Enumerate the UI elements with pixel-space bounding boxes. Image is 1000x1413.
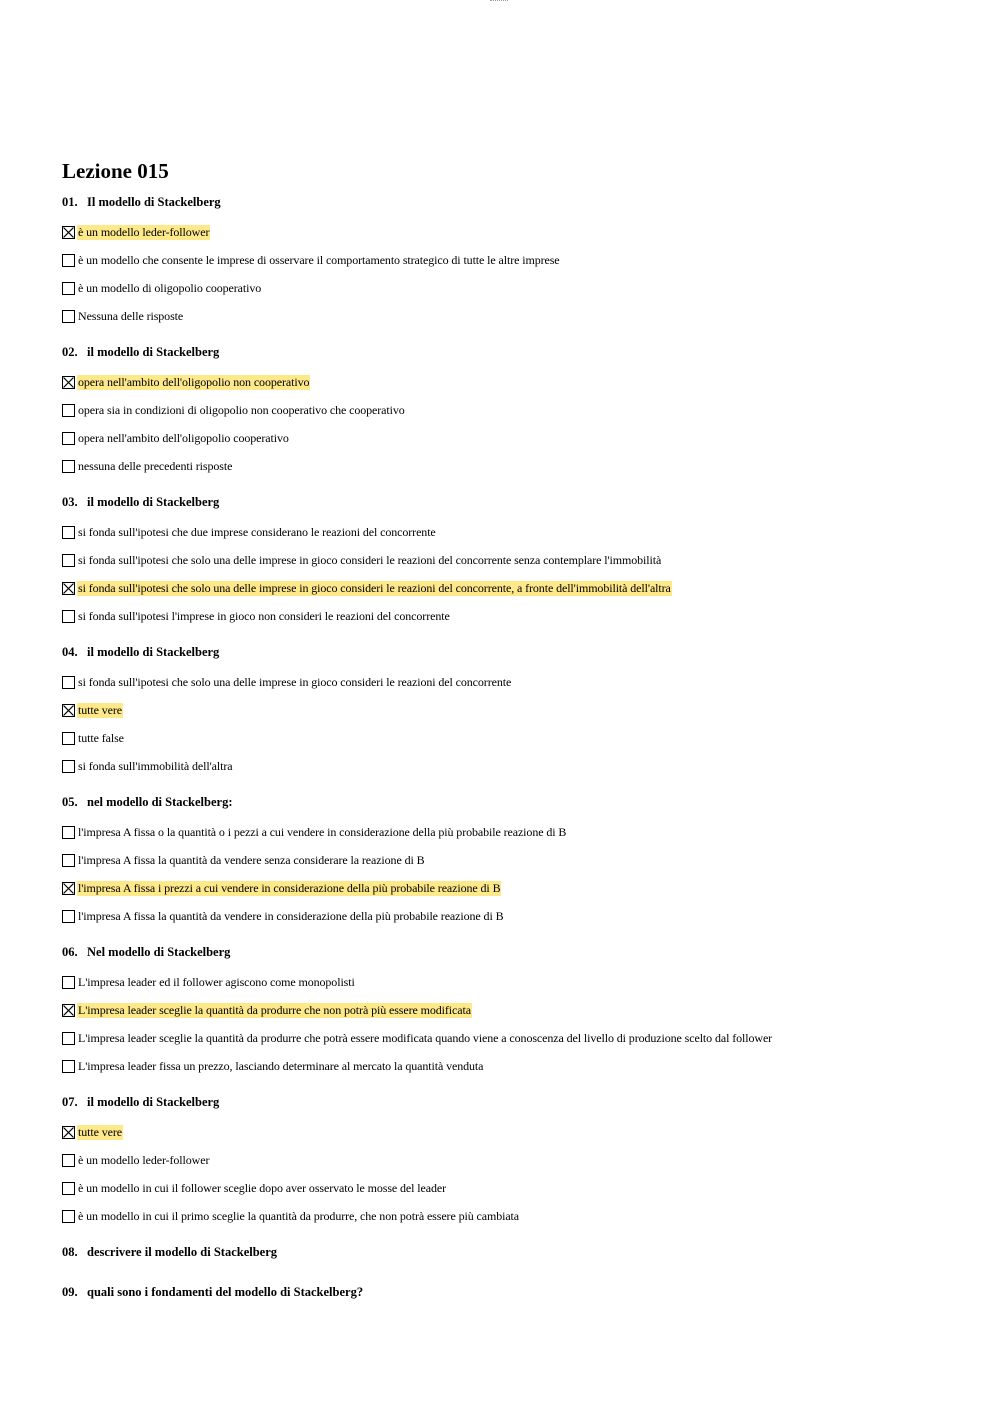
checkbox-icon[interactable] xyxy=(62,610,75,623)
checkbox-icon[interactable] xyxy=(62,432,75,445)
checkbox-icon[interactable] xyxy=(62,254,75,267)
answer-option[interactable] xyxy=(62,1146,962,1174)
question-02 xyxy=(62,342,962,480)
question-text: il modello di Stackelberg xyxy=(87,345,220,359)
question-01 xyxy=(62,192,962,330)
question-number: 07. xyxy=(62,1095,78,1109)
checkbox-checked-icon[interactable] xyxy=(62,882,75,895)
answer-option[interactable] xyxy=(62,1118,962,1146)
answer-option[interactable] xyxy=(62,218,962,246)
answer-text: si fonda sull'ipotesi l'imprese in gioco non consideri le reazioni del concorrente xyxy=(78,608,450,623)
question-heading xyxy=(62,1282,962,1302)
answer-option[interactable] xyxy=(62,668,962,696)
checkbox-icon[interactable] xyxy=(62,526,75,539)
answer-text: tutte false xyxy=(78,730,124,745)
question-08 xyxy=(62,1242,962,1262)
answer-option[interactable] xyxy=(62,518,962,546)
question-text: quali sono i fondamenti del modello di Stackelberg? xyxy=(87,1285,364,1299)
answer-option[interactable] xyxy=(62,1052,962,1080)
answer-option[interactable] xyxy=(62,574,962,602)
answer-option[interactable] xyxy=(62,902,962,930)
checkbox-icon[interactable] xyxy=(62,826,75,839)
question-number: 03. xyxy=(62,495,78,509)
checkbox-icon[interactable] xyxy=(62,760,75,773)
checkbox-icon[interactable] xyxy=(62,404,75,417)
answer-text: opera nell'ambito dell'oligopolio cooperativo xyxy=(78,430,289,445)
answer-option[interactable] xyxy=(62,274,962,302)
question-text: Nel modello di Stackelberg xyxy=(87,945,231,959)
answer-option[interactable] xyxy=(62,1024,962,1052)
answer-list xyxy=(62,968,962,1080)
checkbox-checked-icon[interactable] xyxy=(62,704,75,717)
answer-text: si fonda sull'immobilità dell'altra xyxy=(78,758,233,773)
answer-option[interactable] xyxy=(62,874,962,902)
checkbox-checked-icon[interactable] xyxy=(62,226,75,239)
checkbox-checked-icon[interactable] xyxy=(62,582,75,595)
answer-text: è un modello che consente le imprese di osservare il comportamento strategico di tutte le altre imprese xyxy=(78,252,560,267)
answer-text: L'impresa leader fissa un prezzo, lasciando determinare al mercato la quantità venduta xyxy=(78,1058,484,1073)
answer-text: è un modello in cui il follower sceglie dopo aver osservato le mosse del leader xyxy=(78,1180,446,1195)
question-06 xyxy=(62,942,962,1080)
question-number: 01. xyxy=(62,195,78,209)
answer-text: L'impresa leader ed il follower agiscono come monopolisti xyxy=(78,974,355,989)
answer-option[interactable] xyxy=(62,396,962,424)
checkbox-icon[interactable] xyxy=(62,732,75,745)
answer-text: l'impresa A fissa i prezzi a cui vendere in considerazione della più probabile reazione di B xyxy=(78,880,501,895)
checkbox-icon[interactable] xyxy=(62,310,75,323)
checkbox-checked-icon[interactable] xyxy=(62,376,75,389)
answer-list xyxy=(62,218,962,330)
answer-option[interactable] xyxy=(62,752,962,780)
answer-option[interactable] xyxy=(62,996,962,1024)
answer-text: è un modello in cui il primo sceglie la quantità da produrre, che non potrà essere più cambiata xyxy=(78,1208,520,1223)
checkbox-icon[interactable] xyxy=(62,854,75,867)
answer-option[interactable] xyxy=(62,424,962,452)
checkbox-checked-icon[interactable] xyxy=(62,1126,75,1139)
checkbox-icon[interactable] xyxy=(62,1032,75,1045)
checkbox-icon[interactable] xyxy=(62,676,75,689)
checkbox-icon[interactable] xyxy=(62,910,75,923)
checkbox-icon[interactable] xyxy=(62,1154,75,1167)
answer-text: L'impresa leader sceglie la quantità da produrre che potrà essere modificata quando viene a conoscenza del livello di produzione scelto dal follower xyxy=(78,1030,773,1045)
checkbox-icon[interactable] xyxy=(62,1060,75,1073)
question-text: il modello di Stackelberg xyxy=(87,495,220,509)
answer-text: è un modello leder-follower xyxy=(78,224,210,239)
answer-text: l'impresa A fissa o la quantità o i pezzi a cui vendere in considerazione della più probabile reazione di B xyxy=(78,824,567,839)
answer-option[interactable] xyxy=(62,246,962,274)
question-07 xyxy=(62,1092,962,1230)
question-heading xyxy=(62,342,962,362)
answer-text: Nessuna delle risposte xyxy=(78,308,184,323)
answer-option[interactable] xyxy=(62,846,962,874)
question-number: 04. xyxy=(62,645,78,659)
answer-text: nessuna delle precedenti risposte xyxy=(78,458,233,473)
question-heading xyxy=(62,642,962,662)
answer-text: l'impresa A fissa la quantità da vendere senza considerare la reazione di B xyxy=(78,852,425,867)
answer-option[interactable] xyxy=(62,452,962,480)
checkbox-icon[interactable] xyxy=(62,460,75,473)
answer-text: opera sia in condizioni di oligopolio non cooperativo che cooperativo xyxy=(78,402,405,417)
question-04 xyxy=(62,642,962,780)
answer-option[interactable] xyxy=(62,724,962,752)
question-09 xyxy=(62,1282,962,1302)
question-text: nel modello di Stackelberg: xyxy=(87,795,233,809)
question-text: il modello di Stackelberg xyxy=(87,645,220,659)
answer-text: l'impresa A fissa la quantità da vendere in considerazione della più probabile reazione di B xyxy=(78,908,504,923)
answer-option[interactable] xyxy=(62,818,962,846)
question-heading xyxy=(62,492,962,512)
question-heading xyxy=(62,1242,962,1262)
answer-option[interactable] xyxy=(62,1174,962,1202)
answer-text: tutte vere xyxy=(78,1124,122,1139)
question-text: Il modello di Stackelberg xyxy=(87,195,221,209)
checkbox-checked-icon[interactable] xyxy=(62,1004,75,1017)
answer-text: si fonda sull'ipotesi che due imprese considerano le reazioni del concorrente xyxy=(78,524,436,539)
checkbox-icon[interactable] xyxy=(62,554,75,567)
question-number: 05. xyxy=(62,795,78,809)
checkbox-icon[interactable] xyxy=(62,282,75,295)
answer-option[interactable] xyxy=(62,602,962,630)
question-05 xyxy=(62,792,962,930)
answer-option[interactable] xyxy=(62,1202,962,1230)
answer-list xyxy=(62,518,962,630)
question-heading xyxy=(62,192,962,212)
question-text: il modello di Stackelberg xyxy=(87,1095,220,1109)
answer-option[interactable] xyxy=(62,368,962,396)
question-03 xyxy=(62,492,962,630)
answer-list xyxy=(62,668,962,780)
checkbox-icon[interactable] xyxy=(62,1182,75,1195)
question-text: descrivere il modello di Stackelberg xyxy=(87,1245,278,1259)
answer-option[interactable] xyxy=(62,696,962,724)
question-heading xyxy=(62,942,962,962)
question-number: 02. xyxy=(62,345,78,359)
answer-text: si fonda sull'ipotesi che solo una delle imprese in gioco consideri le reazioni del concorrente, a fronte dell'immobilità dell'altra xyxy=(78,580,671,595)
answer-list xyxy=(62,1118,962,1230)
answer-text: tutte vere xyxy=(78,702,122,717)
page-top-mark xyxy=(490,0,508,3)
checkbox-icon[interactable] xyxy=(62,1210,75,1223)
page-title: Lezione 015 xyxy=(62,159,169,183)
checkbox-icon[interactable] xyxy=(62,976,75,989)
answer-option[interactable] xyxy=(62,302,962,330)
answer-text: è un modello leder-follower xyxy=(78,1152,210,1167)
answer-text: è un modello di oligopolio cooperativo xyxy=(78,280,262,295)
question-number: 08. xyxy=(62,1245,78,1259)
answer-option[interactable] xyxy=(62,968,962,996)
question-number: 06. xyxy=(62,945,78,959)
answer-text: si fonda sull'ipotesi che solo una delle imprese in gioco consideri le reazioni del concorrente senza contemplare l'immobilità xyxy=(78,552,662,567)
answer-list xyxy=(62,818,962,930)
question-heading xyxy=(62,792,962,812)
question-number: 09. xyxy=(62,1285,78,1299)
answer-text: si fonda sull'ipotesi che solo una delle imprese in gioco consideri le reazioni del concorrente xyxy=(78,674,512,689)
question-heading xyxy=(62,1092,962,1112)
answer-text: L'impresa leader sceglie la quantità da produrre che non potrà più essere modificata xyxy=(78,1002,471,1017)
answer-list xyxy=(62,368,962,480)
answer-option[interactable] xyxy=(62,546,962,574)
answer-text: opera nell'ambito dell'oligopolio non cooperativo xyxy=(78,374,310,389)
